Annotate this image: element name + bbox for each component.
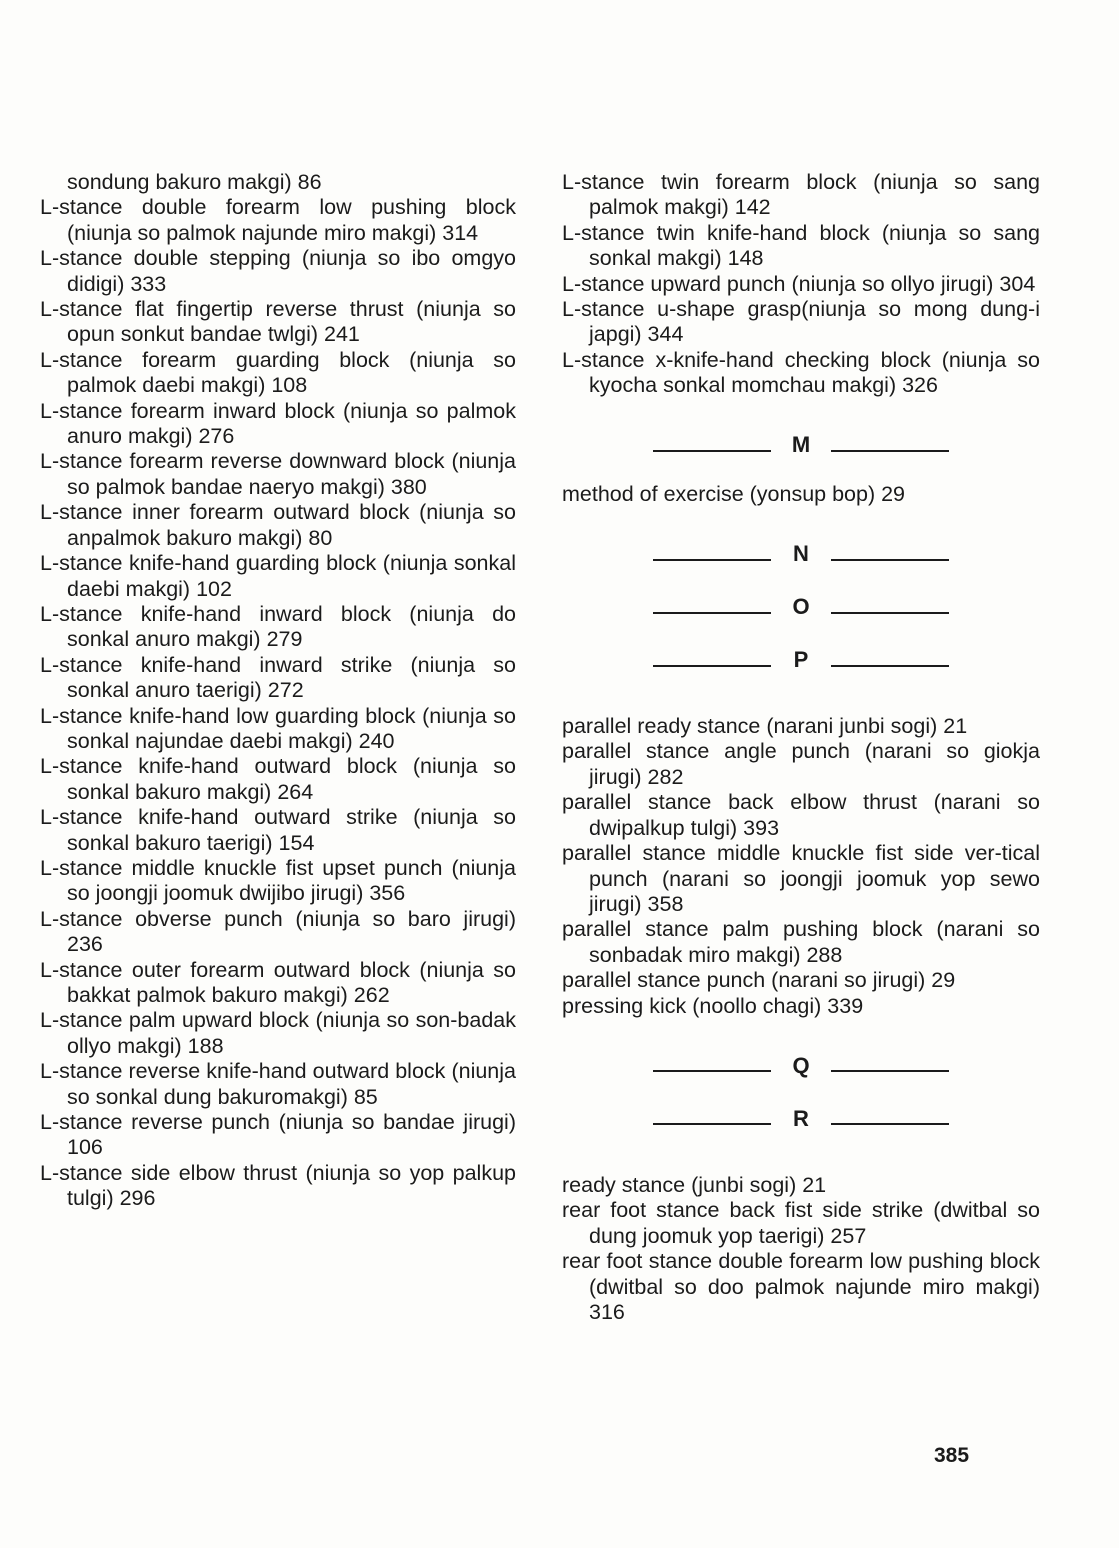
index-entry: L-stance knife-hand inward strike (niunja so sonkal anuro taerigi) 272 <box>40 652 516 703</box>
index-entry: L-stance twin forearm block (niunja so sang palmok makgi) 142 <box>562 170 1040 220</box>
section-letter: O <box>792 593 810 619</box>
section-letter: P <box>793 646 809 672</box>
section-letter: R <box>793 1105 809 1131</box>
divider-rule <box>653 559 771 561</box>
section-divider-o <box>562 580 1040 633</box>
index-entry: L-stance knife-hand inward block (niunja do sonkal anuro makgi) 279 <box>40 601 516 652</box>
index-entry: rear foot stance back fist side strike (dwitbal so dung joomuk yop taerigi) 257 <box>562 1198 1040 1248</box>
section-divider-q <box>562 1039 1040 1092</box>
index-entry: method of exercise (yonsup bop) 29 <box>562 481 906 506</box>
section-letter: Q <box>792 1052 810 1078</box>
index-entry: L-stance inner forearm outward block (niunja so anpalmok bakuro makgi) 80 <box>40 500 516 550</box>
section-divider-m <box>562 419 1040 472</box>
index-entry: pressing kick (noollo chagi) 339 <box>562 993 864 1018</box>
index-entry: ready stance (junbi sogi) 21 <box>562 1172 827 1197</box>
index-entry: L-stance upward punch (niunja so ollyo jirugi) 304 <box>562 271 1036 296</box>
index-entry: L-stance palm upward block (niunja so son-badak ollyo makgi) 188 <box>40 1008 516 1058</box>
divider-rule <box>653 1123 771 1125</box>
index-entry: L-stance obverse punch (niunja so baro jirugi) 236 <box>40 906 516 957</box>
index-entry: L-stance knife-hand low guarding block (niunja so sonkal najundae daebi makgi) 240 <box>40 703 516 753</box>
section-divider-r <box>562 1092 1040 1145</box>
index-entry: L-stance knife-hand outward block (niunja so sonkal bakuro makgi) 264 <box>40 754 516 804</box>
index-entry: L-stance middle knuckle fist upset punch (niunja so joongji joomuk dwijibo jirugi) 356 <box>40 855 516 906</box>
index-entry: L-stance reverse punch (niunja so bandae jirugi) 106 <box>40 1110 516 1160</box>
index-entry: L-stance reverse knife-hand outward block (niunja so sonkal dung bakuromakgi) 85 <box>40 1059 516 1109</box>
index-entry: L-stance outer forearm outward block (niunja so bakkat palmok bakuro makgi) 262 <box>40 957 516 1007</box>
divider-rule <box>831 665 949 667</box>
index-entry: parallel stance punch (narani so jirugi) 29 <box>562 968 956 993</box>
index-entry: parallel ready stance (narani junbi sogi) 21 <box>562 714 968 739</box>
index-entry: L-stance knife-hand outward strike (niunja so sonkal bakuro taerigi) 154 <box>40 805 516 855</box>
divider-rule <box>831 612 949 614</box>
index-entry: parallel stance angle punch (narani so giokja jirugi) 282 <box>562 739 1040 789</box>
divider-rule <box>831 1123 949 1125</box>
divider-rule <box>831 559 949 561</box>
index-column-right <box>562 170 1040 1325</box>
index-entry: parallel stance palm pushing block (narani so sonbadak miro makgi) 288 <box>562 917 1040 967</box>
index-entry: L-stance forearm guarding block (niunja so palmok daebi makgi) 108 <box>40 347 516 398</box>
section-letter: N <box>793 540 809 566</box>
index-entry-continued: sondung bakuro makgi) 86 <box>67 170 322 194</box>
index-entry: L-stance forearm reverse downward block (niunja so palmok bandae naeryo makgi) 380 <box>40 449 516 499</box>
section-letter: M <box>791 432 811 458</box>
index-entry: L-stance knife-hand guarding block (niunja sonkal daebi makgi) 102 <box>40 551 516 601</box>
divider-rule <box>653 1070 771 1072</box>
page-number: 385 <box>934 1444 970 1467</box>
index-entry: L-stance u-shape grasp(niunja so mong dung-i japgi) 344 <box>562 297 1040 347</box>
divider-rule <box>831 450 949 452</box>
index-entry: L-stance flat fingertip reverse thrust (niunja so opun sonkut bandae twlgi) 241 <box>40 297 516 347</box>
section-divider-p <box>562 633 1040 686</box>
divider-rule <box>653 450 771 452</box>
index-entry: L-stance side elbow thrust (niunja so yop palkup tulgi) 296 <box>40 1160 516 1211</box>
index-entry: parallel stance back elbow thrust (narani so dwipalkup tulgi) 393 <box>562 790 1040 840</box>
index-entry: L-stance x-knife-hand checking block (niunja so kyocha sonkal momchau makgi) 326 <box>562 347 1040 398</box>
index-entry: L-stance twin knife-hand block (niunja so sang sonkal makgi) 148 <box>562 220 1040 271</box>
index-column-left <box>40 170 516 1212</box>
divider-rule <box>653 665 771 667</box>
index-entry: L-stance double stepping (niunja so ibo omgyo didigi) 333 <box>40 246 516 296</box>
index-entry: parallel stance middle knuckle fist side ver-tical punch (narani so joongji joomuk yop sewo jirugi) 358 <box>562 841 1040 916</box>
section-divider-n <box>562 527 1040 580</box>
index-entry: L-stance forearm inward block (niunja so palmok anuro makgi) 276 <box>40 398 516 449</box>
divider-rule <box>831 1070 949 1072</box>
divider-rule <box>653 612 771 614</box>
index-entry: L-stance double forearm low pushing block (niunja so palmok najunde miro makgi) 314 <box>40 195 516 245</box>
index-entry: rear foot stance double forearm low pushing block (dwitbal so doo palmok najunde miro makgi) 316 <box>562 1249 1040 1324</box>
